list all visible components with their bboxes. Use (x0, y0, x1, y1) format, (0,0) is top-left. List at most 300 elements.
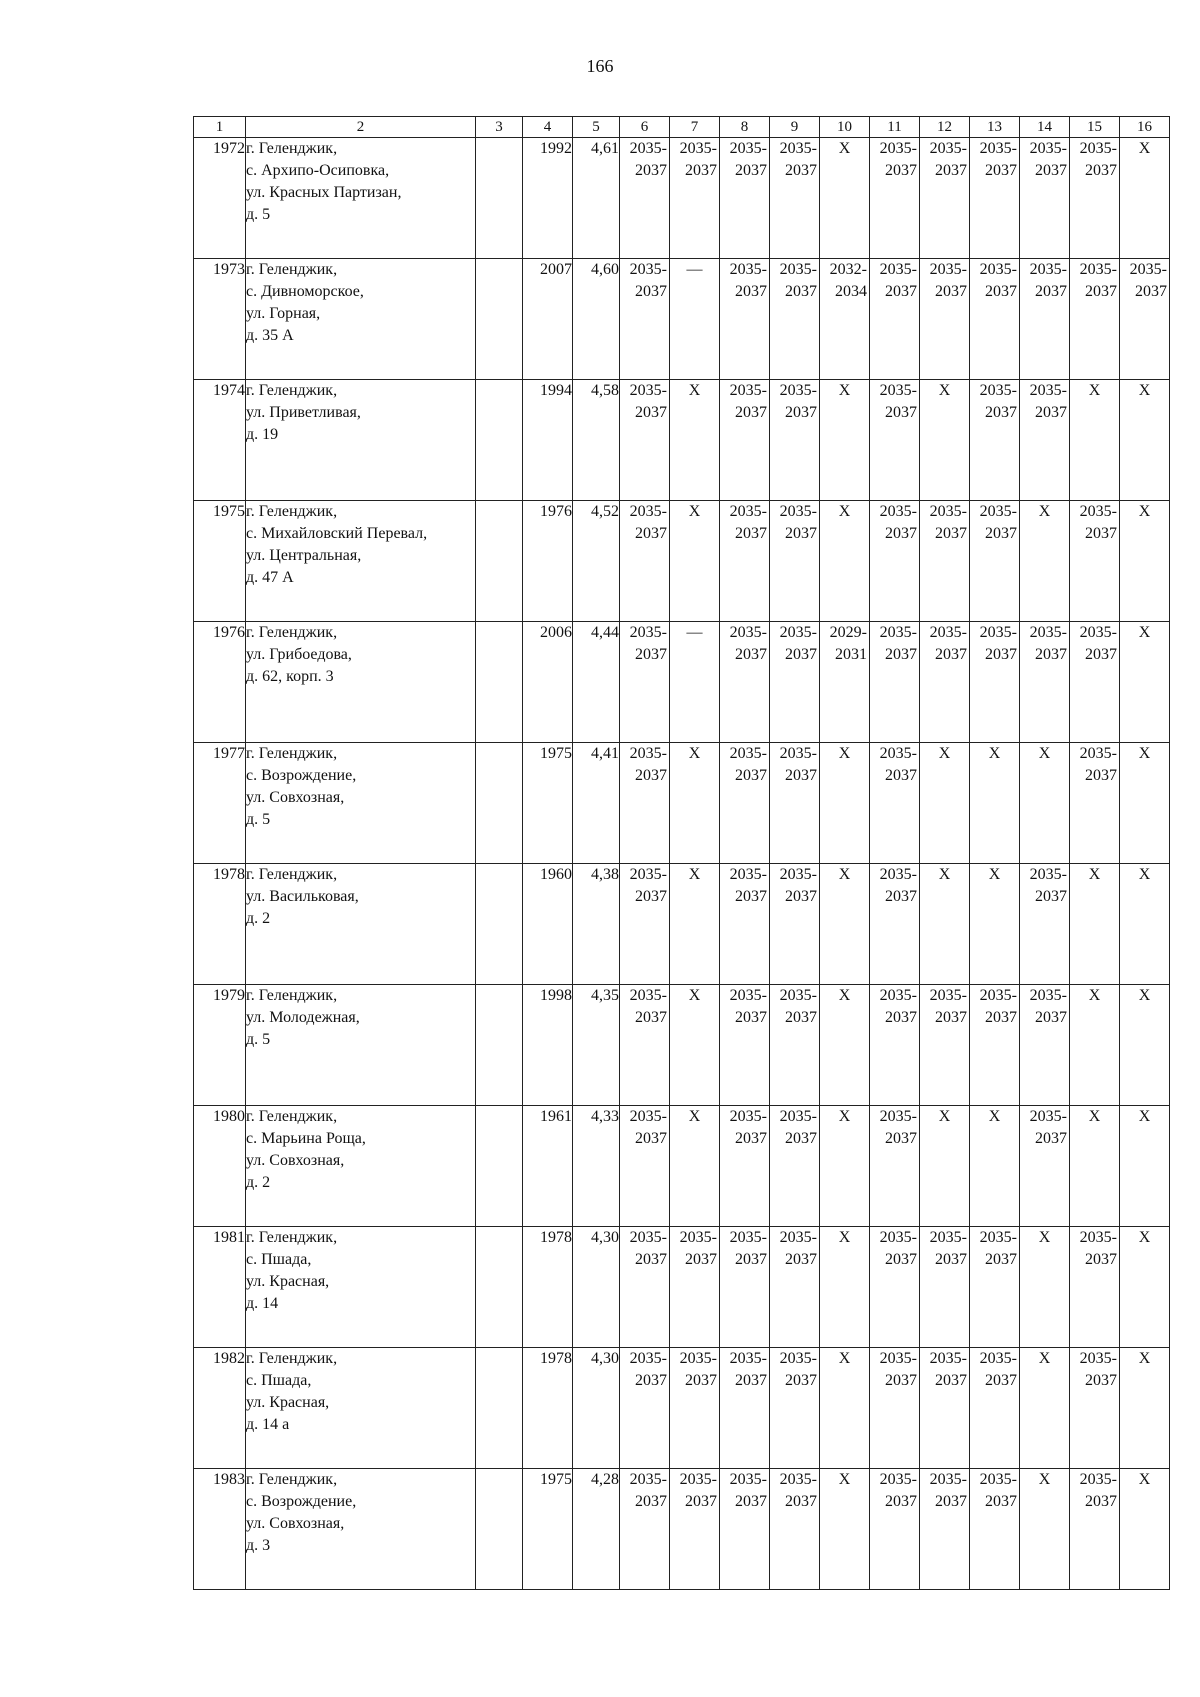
work-period-cell (1120, 1106, 1170, 1227)
work-period-cell (770, 501, 820, 622)
period-mark: X (1088, 1108, 1101, 1125)
period-mark: X (1138, 987, 1151, 1004)
column-3-cell (476, 259, 523, 380)
period-mark: X (688, 745, 701, 762)
work-period-cell (620, 864, 670, 985)
work-period-cell (620, 138, 670, 259)
address-line: ул. Горная, (246, 305, 321, 322)
period-start: 2035- (629, 382, 667, 399)
row-number-cell: 1976 (194, 622, 246, 743)
work-period-cell (670, 864, 720, 985)
column-number-header: 3 (476, 117, 523, 138)
address-line: ул. Красных Партизан, (246, 184, 402, 201)
period-mark: X (838, 140, 851, 157)
work-period-cell (1120, 985, 1170, 1106)
work-period-cell (670, 138, 720, 259)
work-period-cell (920, 1106, 970, 1227)
period-start: 2035- (779, 1229, 817, 1246)
work-period-cell (1020, 1469, 1070, 1590)
period-end: 2037 (885, 646, 917, 663)
period-end: 2037 (785, 404, 817, 421)
period-mark: X (988, 1108, 1001, 1125)
period-start: 2035- (929, 1229, 967, 1246)
work-period-cell (870, 864, 920, 985)
period-end: 2037 (1035, 646, 1067, 663)
indicator-cell: 4,60 (573, 259, 620, 380)
work-period-cell (670, 1227, 720, 1348)
period-end: 2037 (635, 162, 667, 179)
period-start: 2035- (1029, 987, 1067, 1004)
work-period-cell (820, 501, 870, 622)
period-end: 2037 (735, 646, 767, 663)
period-end: 2037 (735, 1251, 767, 1268)
period-mark: X (1088, 866, 1101, 883)
period-end: 2037 (785, 1372, 817, 1389)
work-period-cell (720, 380, 770, 501)
work-period-cell (670, 1106, 720, 1227)
row-number-cell: 1975 (194, 501, 246, 622)
period-start: 2035- (629, 261, 667, 278)
period-mark: X (838, 866, 851, 883)
work-period-cell (870, 1348, 920, 1469)
work-period-cell (970, 985, 1020, 1106)
period-start: 2035- (879, 1471, 917, 1488)
period-mark: X (838, 987, 851, 1004)
work-period-cell (970, 1106, 1020, 1227)
period-end: 2037 (985, 404, 1017, 421)
period-end: 2037 (885, 404, 917, 421)
work-period-cell (1020, 1106, 1070, 1227)
row-number-cell: 1979 (194, 985, 246, 1106)
work-period-cell (720, 138, 770, 259)
period-start: 2035- (879, 503, 917, 520)
work-period-cell (920, 1227, 970, 1348)
period-end: 2037 (885, 283, 917, 300)
work-period-cell (670, 380, 720, 501)
period-start: 2035- (629, 503, 667, 520)
period-end: 2037 (885, 525, 917, 542)
work-period-cell (870, 380, 920, 501)
work-period-cell (1120, 138, 1170, 259)
period-start: 2035- (679, 1229, 717, 1246)
period-end: 2037 (935, 283, 967, 300)
column-number-header: 4 (523, 117, 573, 138)
work-period-cell (820, 985, 870, 1106)
period-start: 2035- (779, 624, 817, 641)
work-period-cell (670, 259, 720, 380)
period-start: 2035- (729, 503, 767, 520)
period-start: 2035- (729, 866, 767, 883)
address-line: с. Марьина Роща, (246, 1130, 366, 1147)
address-line: ул. Центральная, (246, 547, 362, 564)
address-cell (246, 985, 476, 1106)
address-line: д. 14 (246, 1295, 279, 1312)
period-start: 2035- (1129, 261, 1167, 278)
address-line: д. 3 (246, 1537, 271, 1554)
column-3-cell (476, 864, 523, 985)
work-period-cell (720, 1469, 770, 1590)
work-period-cell (1020, 864, 1070, 985)
column-number-header: 12 (920, 117, 970, 138)
period-mark: X (988, 866, 1001, 883)
commission-year-cell: 2006 (523, 622, 573, 743)
table-row (194, 864, 1170, 985)
row-number-cell: 1972 (194, 138, 246, 259)
work-period-cell (1070, 1227, 1120, 1348)
period-mark: X (838, 1108, 851, 1125)
work-period-cell (720, 985, 770, 1106)
period-start: 2035- (679, 1350, 717, 1367)
period-start: 2035- (629, 987, 667, 1004)
period-start: 2035- (879, 140, 917, 157)
work-period-cell (770, 985, 820, 1106)
work-period-cell (620, 1348, 670, 1469)
work-period-cell (1020, 743, 1070, 864)
period-start: 2035- (879, 382, 917, 399)
period-start: 2035- (929, 503, 967, 520)
period-start: 2035- (1029, 866, 1067, 883)
work-period-cell (1070, 501, 1120, 622)
work-period-cell (1020, 380, 1070, 501)
period-end: 2037 (1085, 1493, 1117, 1510)
address-line: г. Геленджик, (246, 382, 338, 399)
work-period-cell (620, 743, 670, 864)
work-period-cell (920, 864, 970, 985)
period-end: 2037 (935, 162, 967, 179)
period-start: 2035- (729, 1229, 767, 1246)
table-row (194, 1348, 1170, 1469)
column-3-cell (476, 1227, 523, 1348)
work-period-cell (870, 259, 920, 380)
address-line: д. 5 (246, 1031, 271, 1048)
period-start: 2035- (979, 987, 1017, 1004)
address-line: д. 5 (246, 811, 271, 828)
period-end: 2037 (1085, 1251, 1117, 1268)
period-start: 2035- (779, 382, 817, 399)
period-start: 2035- (629, 1350, 667, 1367)
period-start: 2035- (779, 987, 817, 1004)
work-period-cell (770, 743, 820, 864)
work-period-cell (670, 1348, 720, 1469)
period-end: 2037 (685, 1493, 717, 1510)
work-period-cell (820, 864, 870, 985)
period-end: 2037 (985, 283, 1017, 300)
period-mark: X (1088, 987, 1101, 1004)
work-period-cell (1070, 864, 1120, 985)
period-end: 2037 (735, 888, 767, 905)
address-line: г. Геленджик, (246, 624, 338, 641)
period-start: 2035- (629, 1229, 667, 1246)
period-end: 2037 (935, 1372, 967, 1389)
period-end: 2037 (735, 283, 767, 300)
address-line: ул. Красная, (246, 1394, 330, 1411)
period-mark: X (1138, 1229, 1151, 1246)
period-start: 2035- (729, 1108, 767, 1125)
column-3-cell (476, 1348, 523, 1469)
column-3-cell (476, 138, 523, 259)
work-period-cell (1070, 622, 1120, 743)
period-mark: X (838, 1229, 851, 1246)
period-end: 2037 (935, 1251, 967, 1268)
row-number-cell: 1977 (194, 743, 246, 864)
address-line: д. 62, корп. 3 (246, 668, 334, 685)
period-start: 2035- (779, 503, 817, 520)
header-row (194, 117, 1170, 138)
address-cell (246, 743, 476, 864)
table-row (194, 1469, 1170, 1590)
period-end: 2037 (735, 525, 767, 542)
period-end: 2037 (885, 767, 917, 784)
period-mark: X (838, 1471, 851, 1488)
period-start: 2035- (1079, 745, 1117, 762)
address-cell (246, 864, 476, 985)
period-end: 2037 (685, 162, 717, 179)
period-end: 2037 (1085, 767, 1117, 784)
work-period-cell (620, 1227, 670, 1348)
commission-year-cell: 1992 (523, 138, 573, 259)
period-end: 2037 (1035, 1130, 1067, 1147)
period-start: 2035- (1079, 261, 1117, 278)
period-start: 2035- (929, 987, 967, 1004)
work-period-cell (870, 1469, 920, 1590)
column-number-header: 1 (194, 117, 246, 138)
period-start: 2035- (1029, 1108, 1067, 1125)
address-line: с. Дивноморское, (246, 283, 364, 300)
address-line: г. Геленджик, (246, 261, 338, 278)
address-line: г. Геленджик, (246, 1229, 338, 1246)
period-end: 2037 (985, 1493, 1017, 1510)
period-end: 2037 (885, 1493, 917, 1510)
address-line: д. 35 А (246, 327, 294, 344)
period-start: 2035- (879, 745, 917, 762)
period-end: 2037 (935, 646, 967, 663)
work-period-cell (620, 380, 670, 501)
commission-year-cell: 1998 (523, 985, 573, 1106)
work-period-cell (820, 622, 870, 743)
period-start: 2035- (729, 987, 767, 1004)
period-mark: X (688, 1108, 701, 1125)
period-end: 2037 (985, 646, 1017, 663)
period-end: 2037 (985, 1251, 1017, 1268)
period-end: 2037 (985, 1009, 1017, 1026)
period-end: 2037 (735, 162, 767, 179)
column-number-header: 2 (246, 117, 476, 138)
commission-year-cell: 1976 (523, 501, 573, 622)
period-mark: X (988, 745, 1001, 762)
period-end: 2037 (635, 1372, 667, 1389)
work-period-cell (770, 622, 820, 743)
address-cell (246, 1348, 476, 1469)
period-start: 2035- (729, 140, 767, 157)
period-start: 2035- (979, 503, 1017, 520)
work-period-cell (620, 1106, 670, 1227)
period-mark: — (686, 624, 703, 641)
period-mark: X (938, 382, 951, 399)
period-end: 2037 (635, 1130, 667, 1147)
period-start: 2035- (929, 1471, 967, 1488)
work-period-cell (770, 138, 820, 259)
period-start: 2035- (779, 866, 817, 883)
period-mark: — (686, 261, 703, 278)
address-line: г. Геленджик, (246, 140, 338, 157)
period-end: 2037 (635, 283, 667, 300)
address-line: д. 47 А (246, 569, 294, 586)
address-line: ул. Совхозная, (246, 1152, 345, 1169)
row-number-cell: 1982 (194, 1348, 246, 1469)
column-number-header: 6 (620, 117, 670, 138)
work-period-cell (720, 259, 770, 380)
period-end: 2037 (735, 1130, 767, 1147)
work-period-cell (670, 985, 720, 1106)
indicator-cell: 4,30 (573, 1227, 620, 1348)
work-period-cell (620, 501, 670, 622)
row-number-cell: 1974 (194, 380, 246, 501)
period-start: 2035- (879, 987, 917, 1004)
period-end: 2037 (785, 888, 817, 905)
period-start: 2035- (679, 1471, 717, 1488)
period-mark: X (1038, 1229, 1051, 1246)
work-period-cell (1020, 985, 1070, 1106)
address-line: г. Геленджик, (246, 866, 338, 883)
work-period-cell (920, 501, 970, 622)
period-start: 2035- (679, 140, 717, 157)
column-number-header: 11 (870, 117, 920, 138)
work-period-cell (920, 138, 970, 259)
commission-year-cell: 2007 (523, 259, 573, 380)
commission-year-cell: 1975 (523, 743, 573, 864)
period-start: 2035- (879, 1350, 917, 1367)
address-cell (246, 259, 476, 380)
work-period-cell (870, 1106, 920, 1227)
period-start: 2035- (1079, 503, 1117, 520)
period-mark: X (1038, 1471, 1051, 1488)
table-row (194, 380, 1170, 501)
period-start: 2035- (979, 261, 1017, 278)
period-start: 2035- (1029, 140, 1067, 157)
address-line: ул. Грибоедова, (246, 646, 352, 663)
work-period-cell (1120, 743, 1170, 864)
indicator-cell: 4,41 (573, 743, 620, 864)
column-3-cell (476, 380, 523, 501)
work-period-cell (970, 864, 1020, 985)
column-number-header: 16 (1120, 117, 1170, 138)
indicator-cell: 4,52 (573, 501, 620, 622)
period-end: 2037 (635, 1493, 667, 1510)
period-start: 2035- (629, 745, 667, 762)
work-period-cell (720, 1106, 770, 1227)
work-period-cell (770, 1469, 820, 1590)
period-start: 2035- (979, 382, 1017, 399)
period-end: 2037 (935, 1009, 967, 1026)
work-period-cell (820, 1469, 870, 1590)
period-end: 2037 (1085, 646, 1117, 663)
work-period-cell (670, 1469, 720, 1590)
work-period-cell (920, 622, 970, 743)
period-end: 2037 (1085, 162, 1117, 179)
period-start: 2035- (629, 140, 667, 157)
commission-year-cell: 1978 (523, 1227, 573, 1348)
column-number-header: 9 (770, 117, 820, 138)
period-mark: X (1038, 745, 1051, 762)
address-cell (246, 1227, 476, 1348)
address-line: г. Геленджик, (246, 745, 338, 762)
work-period-cell (870, 1227, 920, 1348)
period-end: 2037 (885, 1130, 917, 1147)
period-start: 2035- (729, 745, 767, 762)
table-row (194, 1227, 1170, 1348)
period-end: 2037 (935, 1493, 967, 1510)
register-table (193, 116, 1170, 1590)
work-period-cell (720, 864, 770, 985)
address-cell (246, 622, 476, 743)
commission-year-cell: 1994 (523, 380, 573, 501)
period-start: 2035- (879, 1108, 917, 1125)
work-period-cell (720, 743, 770, 864)
address-cell (246, 1469, 476, 1590)
indicator-cell: 4,28 (573, 1469, 620, 1590)
work-period-cell (770, 259, 820, 380)
period-mark: X (1038, 503, 1051, 520)
address-line: г. Геленджик, (246, 1471, 338, 1488)
period-start: 2032- (829, 261, 867, 278)
address-line: ул. Совхозная, (246, 789, 345, 806)
work-period-cell (620, 259, 670, 380)
work-period-cell (770, 1106, 820, 1227)
work-period-cell (1020, 259, 1070, 380)
address-cell (246, 138, 476, 259)
period-end: 2037 (785, 1009, 817, 1026)
period-end: 2037 (735, 1493, 767, 1510)
work-period-cell (1070, 380, 1120, 501)
column-number-header: 13 (970, 117, 1020, 138)
work-period-cell (670, 501, 720, 622)
period-end: 2037 (1035, 283, 1067, 300)
period-mark: X (838, 1350, 851, 1367)
period-mark: X (938, 866, 951, 883)
period-mark: X (688, 987, 701, 1004)
period-end: 2037 (785, 1251, 817, 1268)
period-end: 2037 (735, 1009, 767, 1026)
work-period-cell (720, 622, 770, 743)
period-end: 2037 (1035, 404, 1067, 421)
period-start: 2035- (629, 1471, 667, 1488)
address-line: с. Возрождение, (246, 1493, 357, 1510)
period-start: 2035- (979, 1350, 1017, 1367)
period-start: 2035- (629, 624, 667, 641)
period-end: 2037 (1085, 283, 1117, 300)
work-period-cell (1070, 259, 1120, 380)
period-end: 2037 (785, 1130, 817, 1147)
work-period-cell (1120, 380, 1170, 501)
work-period-cell (720, 1227, 770, 1348)
indicator-cell: 4,58 (573, 380, 620, 501)
work-period-cell (920, 1469, 970, 1590)
period-start: 2035- (729, 624, 767, 641)
work-period-cell (720, 1348, 770, 1469)
period-end: 2037 (785, 767, 817, 784)
column-number-header: 8 (720, 117, 770, 138)
indicator-cell: 4,35 (573, 985, 620, 1106)
column-number-header: 15 (1070, 117, 1120, 138)
period-mark: X (1138, 140, 1151, 157)
work-period-cell (920, 380, 970, 501)
address-line: ул. Васильковая, (246, 888, 359, 905)
row-number-cell: 1973 (194, 259, 246, 380)
table-row (194, 622, 1170, 743)
work-period-cell (670, 622, 720, 743)
period-mark: X (688, 866, 701, 883)
work-period-cell (820, 1106, 870, 1227)
